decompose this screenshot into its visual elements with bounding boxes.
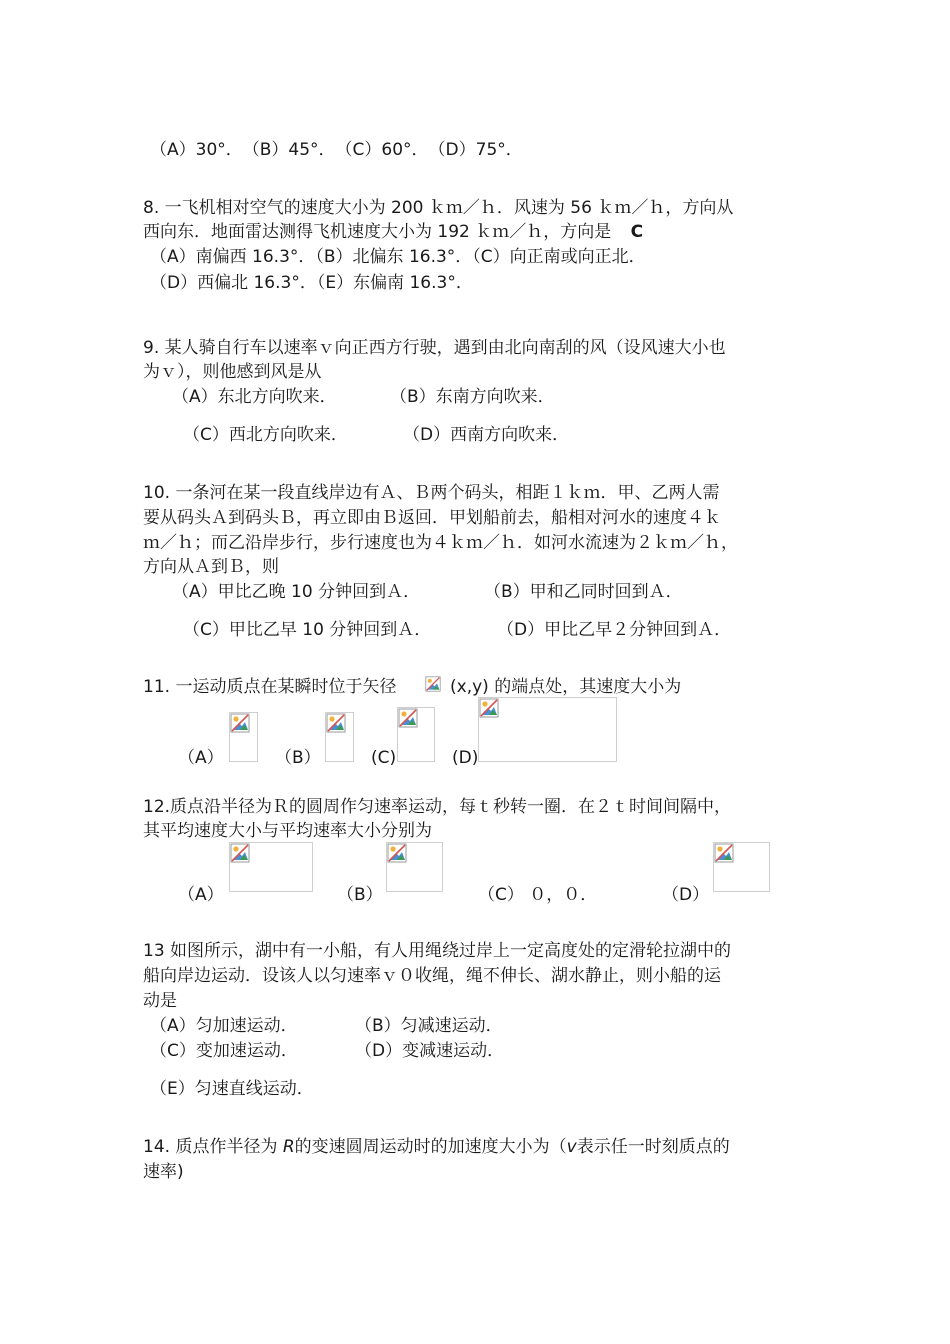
q9-option-c: （C）西北方向吹来． <box>183 425 348 445</box>
q8-options-line1: （A）南偏西 16.3°．（B）北偏东 16.3°．（C）向正南或向正北． <box>150 247 646 267</box>
q13-stem-line2: 船向岸边运动．设该人以匀速率ｖ０收绳，绳不伸长、湖水静止，则小船的运 <box>143 966 721 986</box>
broken-image-icon <box>325 712 354 762</box>
q10-stem-line4: 方向从Ａ到Ｂ，则 <box>143 557 279 577</box>
q12-option-d: （D） <box>662 885 710 905</box>
q12-stem-line2: 其平均速度大小与平均速率大小分别为 <box>143 821 432 841</box>
q14-text-mid: 的变速圆周运动时的加速度大小为（ <box>294 1137 567 1157</box>
q13-option-d: （D）变减速运动． <box>355 1041 505 1061</box>
q14-stem-line2: 速率) <box>143 1162 184 1182</box>
q8-options-line2: （D）西偏北 16.3°．（E）东偏南 16.3°． <box>150 273 473 293</box>
q11-option-c: (C) <box>371 748 397 768</box>
q8-stem-line2 <box>143 220 643 244</box>
q10-stem-line1: 10. 一条河在某一段直线岸边有Ａ、Ｂ两个码头，相距１ｋｍ．甲、乙两人需 <box>143 483 720 503</box>
q9-option-d: （D）西南方向吹来． <box>403 425 570 445</box>
broken-image-icon <box>229 712 258 762</box>
q10-option-b: （B）甲和乙同时回到Ａ． <box>484 582 683 602</box>
q13-option-c: （C）变加速运动． <box>150 1041 298 1061</box>
q10-option-c: （C）甲比乙早 10 分钟回到Ａ． <box>183 620 432 640</box>
q10-stem-line3: ｍ／ｈ；而乙沿岸步行，步行速度也为４ｋｍ／ｈ．如河水流速为２ｋｍ／ｈ， <box>143 533 738 553</box>
q11-option-a: （A） <box>178 748 224 768</box>
q7-options: （A）30°． （B）45°． （C）60°． （D）75°． <box>150 140 523 160</box>
q14-text-pre: 14. 质点作半径为 <box>143 1137 283 1157</box>
q13-option-b: （B）匀减速运动． <box>355 1016 503 1036</box>
q13-stem-line1: 13 如图所示，湖中有一小船，有人用绳绕过岸上一定高度处的定滑轮拉湖中的 <box>143 941 732 961</box>
q11-option-d: (D) <box>452 748 479 768</box>
q8-stem-line2-text: 西向东．地面雷达测得飞机速度大小为 192 ｋｍ／ｈ，方向是 <box>143 222 612 242</box>
q9-stem-line1: 9. 某人骑自行车以速率ｖ向正西方行驶，遇到由北向南刮的风（设风速大小也 <box>143 338 726 358</box>
q14-symbol-r: R <box>282 1137 295 1157</box>
q14-stem-line1 <box>143 1135 730 1159</box>
q8-answer: C <box>630 222 644 242</box>
q12-option-b: （B） <box>337 885 383 905</box>
q14-symbol-v: v <box>566 1137 577 1157</box>
q13-option-e: （E）匀速直线运动． <box>150 1079 314 1099</box>
q11-option-b: （B） <box>275 748 321 768</box>
q10-option-a: （A）甲比乙晚 10 分钟回到Ａ． <box>172 582 421 602</box>
q12-stem-line1: 12.质点沿半径为Ｒ的圆周作匀速率运动，每ｔ秒转一圈．在２ｔ时间间隔中， <box>143 797 732 817</box>
q12-option-c: （C） ０，０． <box>478 885 598 905</box>
q14-text-post: 表示任一时刻质点的 <box>576 1137 730 1157</box>
q13-option-a: （A）匀加速运动． <box>150 1016 298 1036</box>
q10-stem-line2: 要从码头Ａ到码头Ｂ，再立即由Ｂ返回．甲划船前去，船相对河水的速度４ｋ <box>143 508 721 528</box>
q11-stem-b: (x,y) 的端点处，其速度大小为 <box>450 677 682 697</box>
broken-image-icon <box>425 676 441 693</box>
q11-stem-a: 11. 一运动质点在某瞬时位于矢径 <box>143 677 397 697</box>
q9-option-a: （A）东北方向吹来． <box>172 387 337 407</box>
broken-image-icon <box>478 697 617 762</box>
broken-image-icon <box>386 842 443 892</box>
broken-image-icon <box>713 842 770 892</box>
q8-stem-line1: 8. 一飞机相对空气的速度大小为 200 ｋｍ／ｈ．风速为 56 ｋｍ／ｈ，方向从 <box>143 198 734 218</box>
broken-image-icon <box>229 842 313 892</box>
q9-stem-line2: 为ｖ），则他感到风是从 <box>143 362 322 382</box>
q10-option-d: （D）甲比乙早２分钟回到Ａ． <box>497 620 732 640</box>
broken-image-icon <box>397 707 435 762</box>
q13-stem-line3: 动是 <box>143 991 177 1011</box>
q9-option-b: （B）东南方向吹来． <box>390 387 555 407</box>
q12-option-a: （A） <box>178 885 224 905</box>
